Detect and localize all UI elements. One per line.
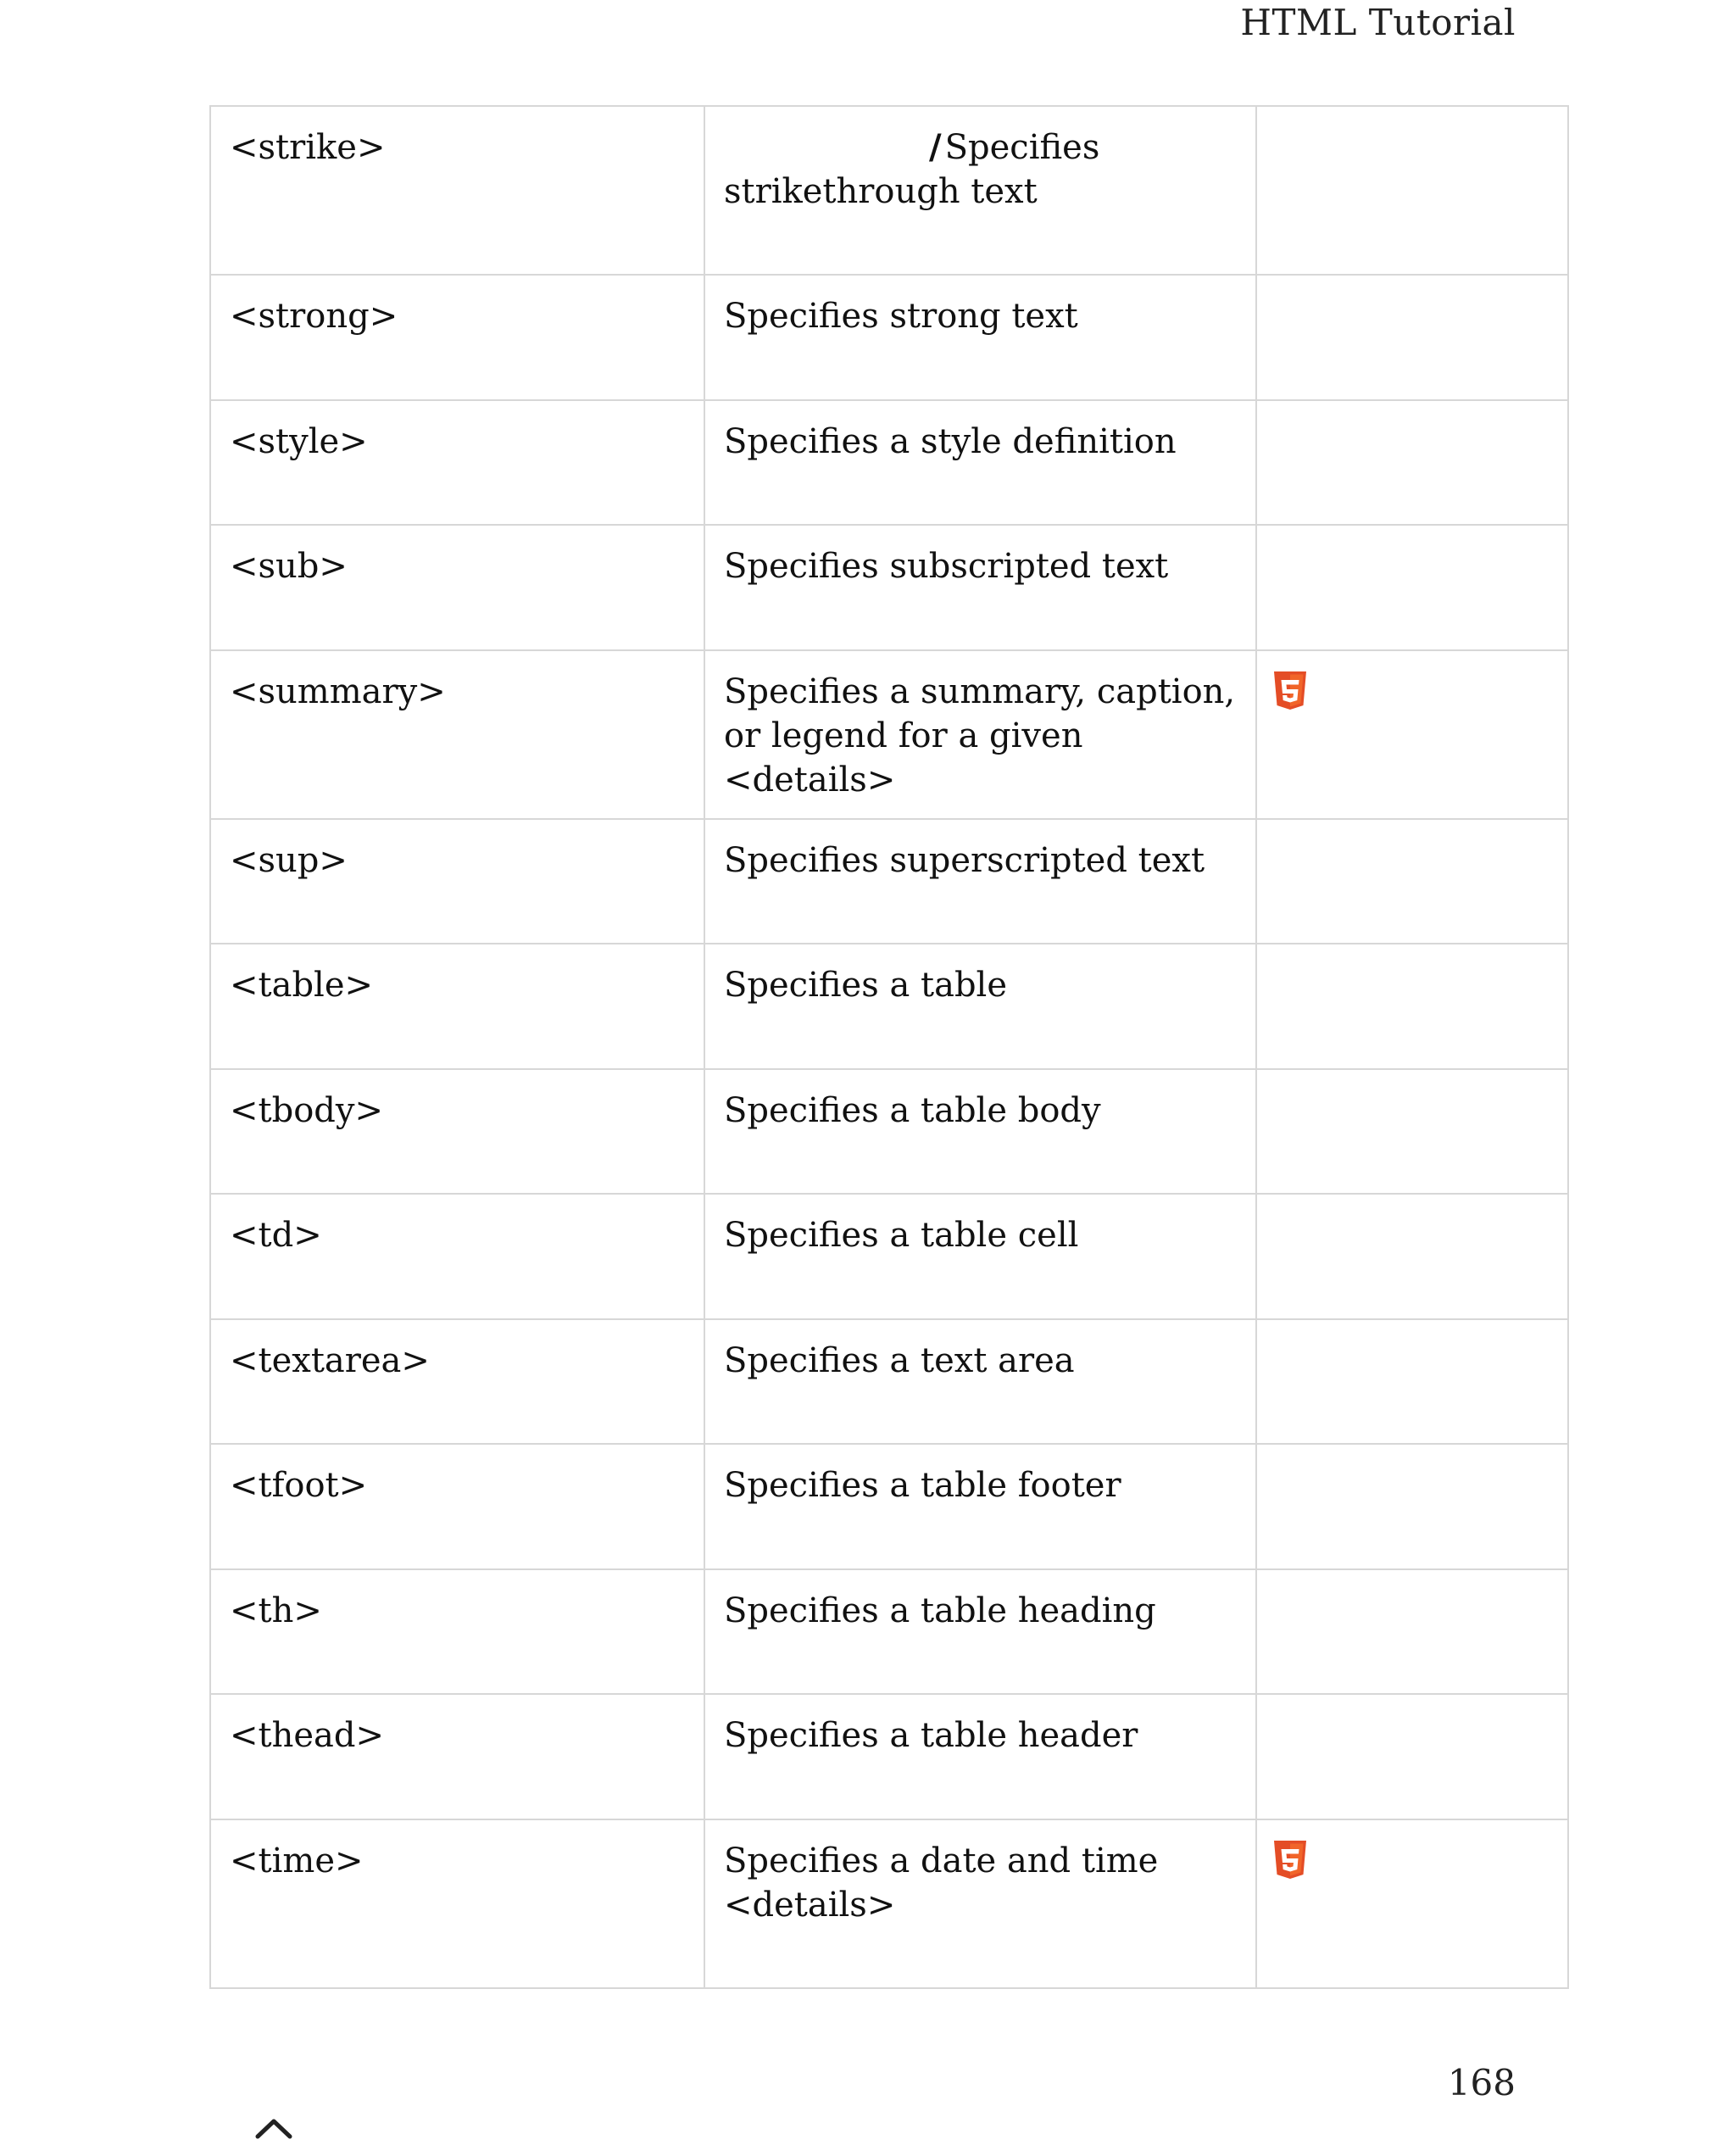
description-cell: Specifies superscripted text [704, 819, 1256, 944]
html5-cell [1256, 1444, 1568, 1569]
html5-cell [1256, 525, 1568, 650]
html5-badge-icon [1272, 1841, 1308, 1880]
table-row [210, 819, 1568, 944]
html5-cell [1256, 1569, 1568, 1695]
html5-cell [1256, 1194, 1568, 1319]
description-text: Specifies [944, 128, 1100, 167]
running-header: HTML Tutorial [1240, 2, 1516, 43]
tag-cell: <strike> [210, 106, 704, 275]
description-cell: Specifies a text area [704, 1319, 1256, 1445]
html5-cell [1256, 1819, 1568, 1988]
description-cell: Specifies a table footer [704, 1444, 1256, 1569]
description-text-line2: or legend for a given <details> [724, 716, 1083, 800]
table-row [210, 1444, 1568, 1569]
tag-cell: <thead> [210, 1694, 704, 1819]
html5-cell [1256, 819, 1568, 944]
description-cell: Specifies a table [704, 944, 1256, 1069]
tag-cell: <tbody> [210, 1069, 704, 1195]
description-cell: Specifies a table header [704, 1694, 1256, 1819]
html5-cell [1256, 106, 1568, 275]
tag-cell: <strong> [210, 275, 704, 400]
description-cell [704, 106, 1256, 275]
html5-cell [1256, 275, 1568, 400]
description-cell: Specifies subscripted text [704, 525, 1256, 650]
tag-reference-table [209, 105, 1569, 1989]
table-row [210, 1069, 1568, 1195]
table-row [210, 525, 1568, 650]
html5-cell [1256, 1069, 1568, 1195]
tag-cell: <style> [210, 400, 704, 526]
table-row [210, 400, 1568, 526]
page-number: 168 [1447, 2062, 1516, 2103]
table-row [210, 944, 1568, 1069]
table-row [210, 1319, 1568, 1445]
description-text-line2: strikethrough text [724, 172, 1038, 211]
table-row [210, 106, 1568, 275]
html5-cell [1256, 944, 1568, 1069]
html5-cell [1256, 1694, 1568, 1819]
html5-cell [1256, 650, 1568, 819]
description-cell [704, 1819, 1256, 1988]
table-row [210, 275, 1568, 400]
description-cell: Specifies a style definition [704, 400, 1256, 526]
description-cell: Specifies strong text [704, 275, 1256, 400]
table-row [210, 1819, 1568, 1988]
description-cell: Specifies a table heading [704, 1569, 1256, 1695]
tag-cell: <sub> [210, 525, 704, 650]
tag-cell: <th> [210, 1569, 704, 1695]
tag-cell: <table> [210, 944, 704, 1069]
html5-badge-icon [1272, 671, 1308, 710]
description-text-line2: <details> [724, 1885, 896, 1925]
tag-cell: <td> [210, 1194, 704, 1319]
description-text: Specifies a date and time [724, 1841, 1159, 1880]
description-cell: Specifies a table cell [704, 1194, 1256, 1319]
slash-mark: / [929, 128, 942, 167]
html5-cell [1256, 1319, 1568, 1445]
html5-cell [1256, 400, 1568, 526]
table-row [210, 1569, 1568, 1695]
tag-cell: <tfoot> [210, 1444, 704, 1569]
description-cell [704, 650, 1256, 819]
tag-cell: <time> [210, 1819, 704, 1988]
tag-cell: <textarea> [210, 1319, 704, 1445]
tag-cell: <sup> [210, 819, 704, 944]
table-row [210, 650, 1568, 819]
description-cell: Specifies a table body [704, 1069, 1256, 1195]
tag-cell: <summary> [210, 650, 704, 819]
table-row [210, 1694, 1568, 1819]
up-arrow-icon[interactable] [254, 2111, 293, 2145]
table-row [210, 1194, 1568, 1319]
description-text: Specifies a summary, caption, [724, 671, 1236, 711]
